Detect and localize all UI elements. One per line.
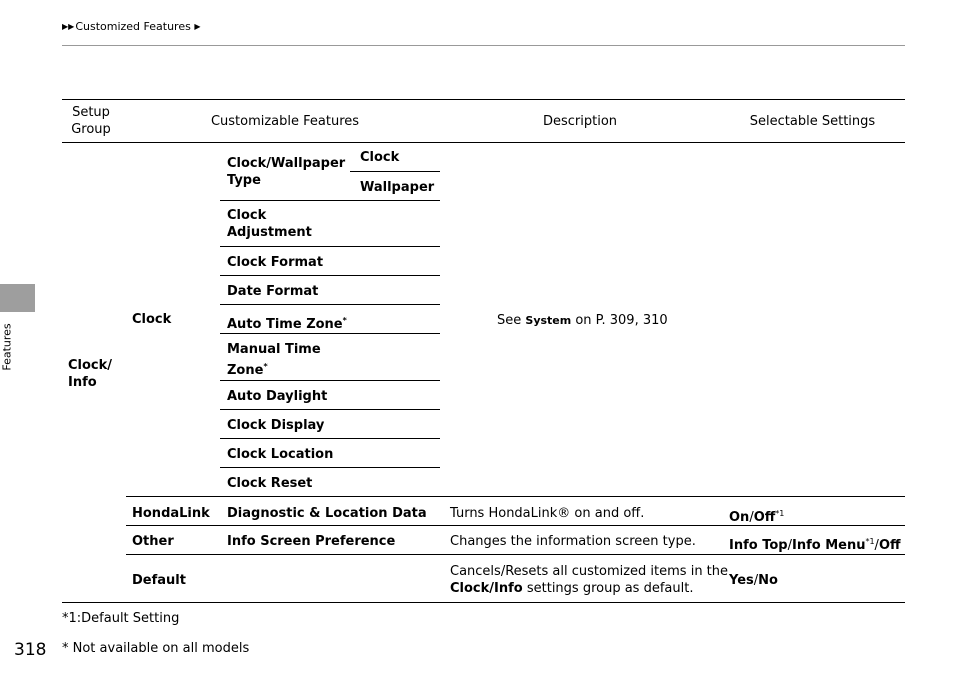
clock-description-reference: See System on P. 309, 310 bbox=[497, 313, 668, 328]
option-wallpaper: Wallpaper bbox=[360, 180, 435, 195]
table-top-rule bbox=[62, 99, 905, 100]
side-tab-label: Features bbox=[0, 323, 14, 371]
subgroup-default: Default bbox=[132, 573, 186, 588]
header-customizable-features: Customizable Features bbox=[210, 114, 360, 129]
header-setup-group: Setup Group bbox=[71, 105, 111, 137]
subgroup-clock: Clock bbox=[132, 312, 172, 327]
feature-diagnostic-location-data: Diagnostic & Location Data bbox=[227, 506, 427, 521]
hondalink-description: Turns HondaLink® on and off. bbox=[450, 506, 645, 521]
feature-auto-time-zone: Auto Time Zone* bbox=[227, 316, 347, 332]
option-clock: Clock bbox=[360, 150, 400, 165]
other-settings: Info Top/Info Menu$^{*1}$/Off bbox=[729, 537, 901, 553]
row-divider bbox=[220, 438, 440, 439]
header-selectable-settings: Selectable Settings bbox=[749, 114, 876, 129]
feature-clock-adjustment: Clock Adjustment bbox=[227, 208, 312, 240]
section-tab bbox=[0, 284, 35, 312]
row-divider bbox=[220, 467, 440, 468]
system-reference-link[interactable]: System bbox=[525, 314, 572, 327]
feature-auto-daylight: Auto Daylight bbox=[227, 389, 328, 404]
footnote-not-all-models: * Not available on all models bbox=[62, 641, 250, 656]
feature-manual-time-zone: Manual Time Zone* bbox=[227, 342, 321, 378]
other-description: Changes the information screen type. bbox=[450, 534, 696, 549]
breadcrumb-arrow-icon: ▶ bbox=[194, 22, 201, 31]
hondalink-settings: On/Off$^{*1}$ bbox=[729, 509, 785, 525]
row-divider bbox=[126, 554, 905, 555]
row-divider bbox=[220, 333, 440, 334]
subgroup-other: Other bbox=[132, 534, 174, 549]
breadcrumb[interactable]: ▶▶Customized Features ▶ bbox=[62, 20, 201, 33]
page-number: 318 bbox=[14, 640, 47, 660]
row-divider bbox=[220, 380, 440, 381]
row-divider bbox=[220, 246, 440, 247]
row-divider bbox=[126, 496, 905, 497]
row-divider bbox=[220, 200, 440, 201]
group-clock-info: Clock/ Info bbox=[68, 358, 113, 390]
footnote-default-setting: *1:Default Setting bbox=[62, 611, 180, 626]
feature-clock-display: Clock Display bbox=[227, 418, 325, 433]
feature-clock-format: Clock Format bbox=[227, 255, 324, 270]
default-description: Cancels/Resets all customized items in the Clock/Info settings group as default. bbox=[450, 564, 729, 596]
feature-clock-location: Clock Location bbox=[227, 447, 334, 462]
subgroup-hondalink: HondaLink bbox=[132, 506, 210, 521]
header-description: Description bbox=[542, 114, 618, 129]
row-divider bbox=[220, 409, 440, 410]
feature-clock-wallpaper-type: Clock/Wallpaper Type bbox=[227, 156, 346, 188]
feature-clock-reset: Clock Reset bbox=[227, 476, 313, 491]
table-header-rule bbox=[62, 142, 905, 143]
default-settings: Yes/No bbox=[729, 573, 778, 588]
table-bottom-rule bbox=[62, 602, 905, 603]
header-divider bbox=[62, 45, 905, 46]
row-divider bbox=[220, 275, 440, 276]
row-divider bbox=[126, 525, 905, 526]
row-divider bbox=[220, 304, 440, 305]
feature-info-screen-preference: Info Screen Preference bbox=[227, 534, 396, 549]
row-divider bbox=[350, 171, 440, 172]
feature-date-format: Date Format bbox=[227, 284, 319, 299]
breadcrumb-arrow-icon: ▶▶ bbox=[62, 22, 75, 31]
